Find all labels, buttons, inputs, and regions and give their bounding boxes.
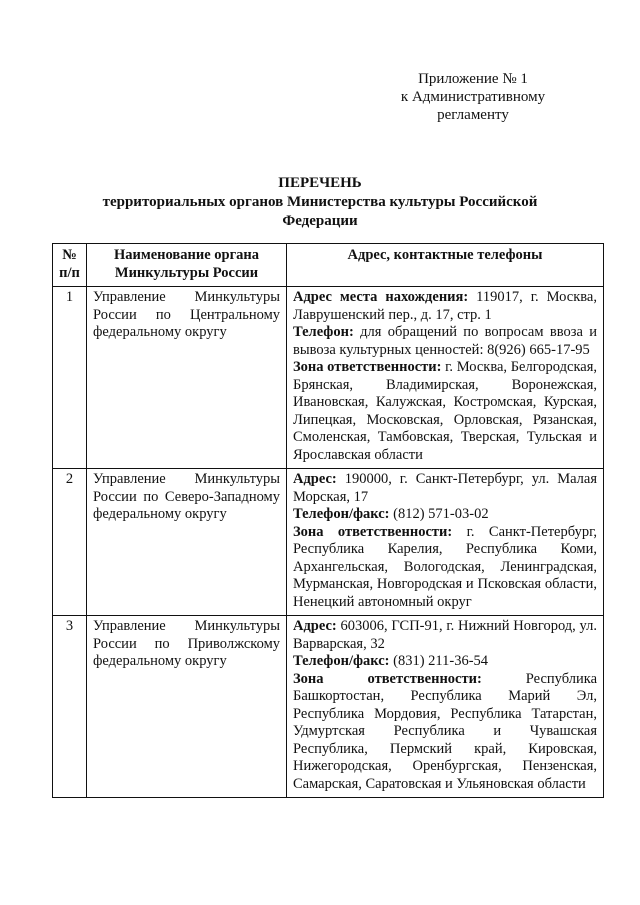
address-value: 603006, ГСП-91, г. Нижний Новгород, ул. Варварская, 32: [293, 618, 597, 652]
contact-cell: [287, 616, 604, 798]
territorial-bodies-table: [52, 243, 604, 798]
zone-line: [293, 359, 597, 464]
phone-line: [293, 506, 597, 524]
zone-line: [293, 524, 597, 612]
row-number: 2: [53, 469, 87, 616]
zone-line: [293, 671, 597, 794]
header-address: Адрес, контактные телефоны: [287, 244, 604, 287]
phone-label: Телефон/факс:: [293, 653, 390, 669]
zone-value: Республика Башкортостан, Республика Марий Эл, Республика Мордовия, Республика Татарстан, Удмуртская Республика и Чувашская Республика, Пермский край, Кировская, Нижегородская, Оренбургская, Пензенская, Самарская, Саратовская и Ульяновская области: [293, 670, 598, 792]
appendix-line-3: регламенту: [437, 107, 509, 123]
document-heading: [80, 174, 560, 231]
phone-label: Телефон:: [293, 324, 354, 340]
address-value: 119017, г. Москва, Лаврушенский пер., д. 17, стр. 1: [293, 289, 597, 323]
table-row: [53, 287, 604, 469]
body-name: Управление Минкультуры России по Центральному федеральному округу: [87, 287, 287, 469]
document-subtitle: территориальных органов Министерства культуры Российской Федерации: [102, 194, 538, 229]
phone-line: [293, 324, 597, 359]
address-label: Адрес места нахождения:: [293, 289, 469, 305]
address-label: Адрес:: [293, 618, 337, 634]
body-name: Управление Минкультуры России по Приволжскому федеральному округу: [87, 616, 287, 798]
row-number: 3: [53, 616, 87, 798]
address-line: [293, 471, 597, 506]
address-line: [293, 618, 597, 653]
appendix-note: [388, 70, 558, 124]
header-name: Наименование органа Минкультуры России: [87, 244, 287, 287]
phone-value: (831) 211-36-54: [389, 653, 489, 669]
address-line: [293, 289, 597, 324]
phone-label: Телефон/факс:: [293, 506, 390, 522]
zone-value: г. Санкт-Петербург, Республика Карелия, Республика Коми, Архангельская, Вологодская, Ленинградская, Мурманская, Новгородская и Псковская области, Ненецкий автономный округ: [293, 523, 598, 610]
phone-value: (812) 571-03-02: [389, 506, 489, 522]
body-name: Управление Минкультуры России по Северо-Западному федеральному округу: [87, 469, 287, 616]
address-value: 190000, г. Санкт-Петербург, ул. Малая Морская, 17: [293, 471, 597, 505]
zone-label: Зона ответственности:: [293, 523, 453, 540]
appendix-line-1: Приложение № 1: [418, 71, 528, 87]
phone-value: для обращений по вопросам ввоза и вывоза культурных ценностей: 8(926) 665-17-95: [293, 324, 597, 358]
header-number: № п/п: [53, 244, 87, 287]
zone-label: Зона ответственности:: [293, 670, 482, 687]
zone-value: г. Москва, Белгородская, Брянская, Владимирская, Воронежская, Ивановская, Калужская, Костромская, Курская, Липецкая, Московская, Орловская, Рязанская, Смоленская, Тамбовская, Тверская, Тульская и Ярославская области: [293, 359, 598, 463]
address-label: Адрес:: [293, 471, 337, 487]
phone-line: [293, 653, 597, 671]
appendix-line-2: к Административному: [400, 89, 546, 105]
row-number: 1: [53, 287, 87, 469]
contact-cell: [287, 469, 604, 616]
table-row: [53, 616, 604, 798]
table-header-row: [53, 244, 604, 287]
zone-label: Зона ответственности:: [293, 359, 442, 375]
contact-cell: [287, 287, 604, 469]
document-title: ПЕРЕЧЕНЬ: [278, 175, 362, 191]
table-row: [53, 469, 604, 616]
